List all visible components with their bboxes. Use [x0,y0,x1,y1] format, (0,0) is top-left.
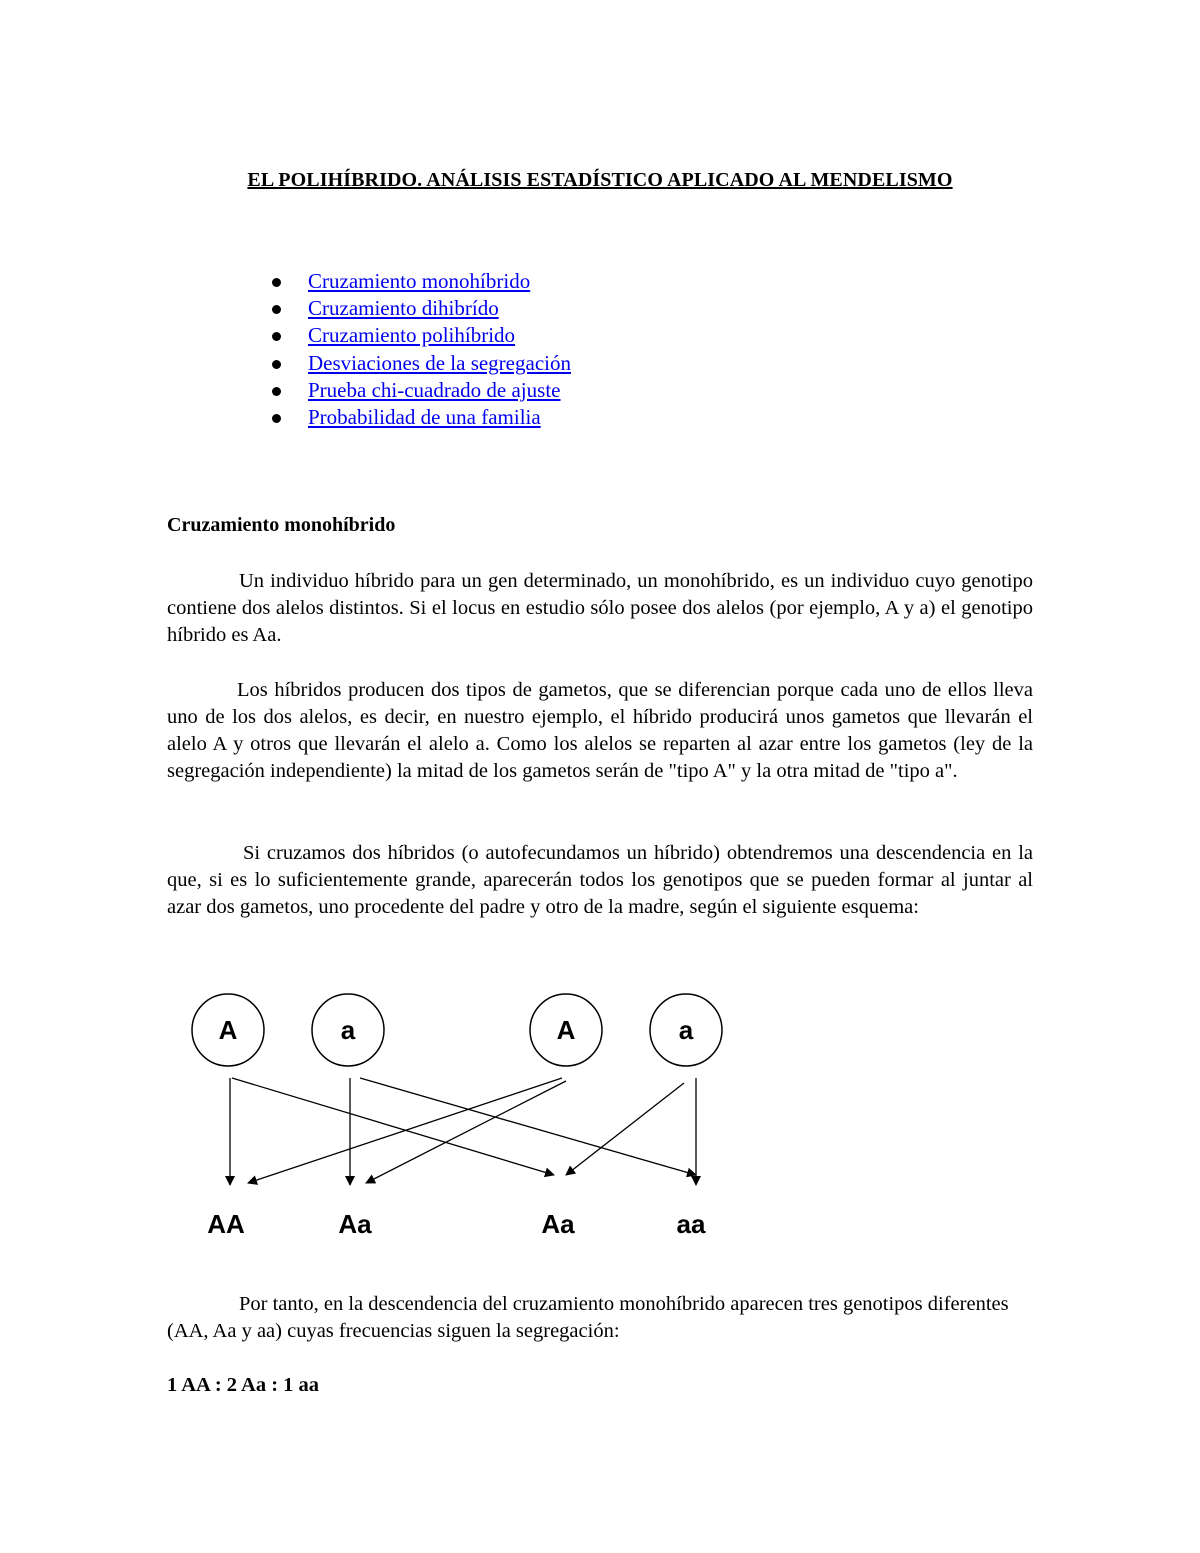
toc-link-dihibrido[interactable]: Cruzamiento dihibrído [308,296,499,321]
table-of-contents [268,268,571,431]
arrow [566,1083,684,1175]
arrow [366,1081,566,1183]
toc-item [268,377,571,404]
paragraph-monohibrido-definition: Un individuo híbrido para un gen determinado, un monohíbrido, es un individuo cuyo genotipo contiene dos alelos distintos. Si el locus en estudio sólo posee dos alelos (por ejemplo, A y a) el genotipo híbrido es Aa. [167,570,1033,646]
gamete-label: a [678,1015,694,1045]
section-heading: Cruzamiento monohíbrido [167,514,396,536]
toc-link-monohibrido[interactable]: Cruzamiento monohíbrido [308,269,531,293]
bullet-icon [272,414,281,423]
toc-item [268,350,571,377]
offspring-genotype: AA [207,1209,245,1239]
toc-link-polihibrido[interactable]: Cruzamiento polihíbrido [308,323,516,348]
toc-item [268,322,571,349]
paragraph-gametes: Los híbridos producen dos tipos de gametos, que se diferencian porque cada uno de ellos lleva uno de los dos alelos, es decir, en nuestro ejemplo, el híbrido producirá unos gametos que llevarán el alelo A y otros que llevarán el alelo a. Como los alelos se reparten al azar entre los gametos (ley de la segregación independiente) la mitad de los gametos serán de "tipo A" y la otra mitad de "tipo a". [167,679,1033,782]
cross-diagram [180,985,740,1255]
toc-link-desviaciones[interactable]: Desviaciones de la segregación [308,350,571,375]
arrow [232,1078,554,1175]
toc-item [268,404,571,431]
bullet-icon [272,332,281,341]
gamete-label: a [340,1015,356,1045]
paragraph-cross: Si cruzamos dos híbridos (o autofecundamos un híbrido) obtendremos una descendencia en la que, si es lo suficientemente grande, aparecerán todos los genotipos que se pueden formar al juntar al azar dos gametos, uno procedente del padre y otro de la madre, según el siguiente esquema: [167,842,1033,918]
bullet-icon [272,305,281,314]
segregation-ratio: 1 AA : 2 Aa : 1 aa [167,1374,320,1396]
toc-item [268,295,571,322]
toc-item [268,268,571,295]
paragraph-conclusion: Por tanto, en la descendencia del cruzamiento monohíbrido aparecen tres genotipos diferentes (AA, Aa y aa) cuyas frecuencias siguen la segregación: [167,1293,1009,1342]
bullet-icon [272,278,281,287]
page-title: EL POLIHÍBRIDO. ANÁLISIS ESTADÍSTICO APLICADO AL MENDELISMO [247,169,953,192]
bullet-icon [272,360,281,369]
gamete-label: A [556,1015,576,1045]
offspring-genotype: Aa [541,1209,575,1239]
toc-link-probabilidad[interactable]: Probabilidad de una familia [308,404,541,429]
offspring-genotype: aa [676,1209,706,1239]
bullet-icon [272,387,281,396]
toc-link-chi-cuadrado[interactable]: Prueba chi-cuadrado de ajuste [308,377,561,402]
offspring-genotype: Aa [338,1209,372,1239]
gamete-label: A [218,1015,238,1045]
arrow [248,1078,562,1183]
